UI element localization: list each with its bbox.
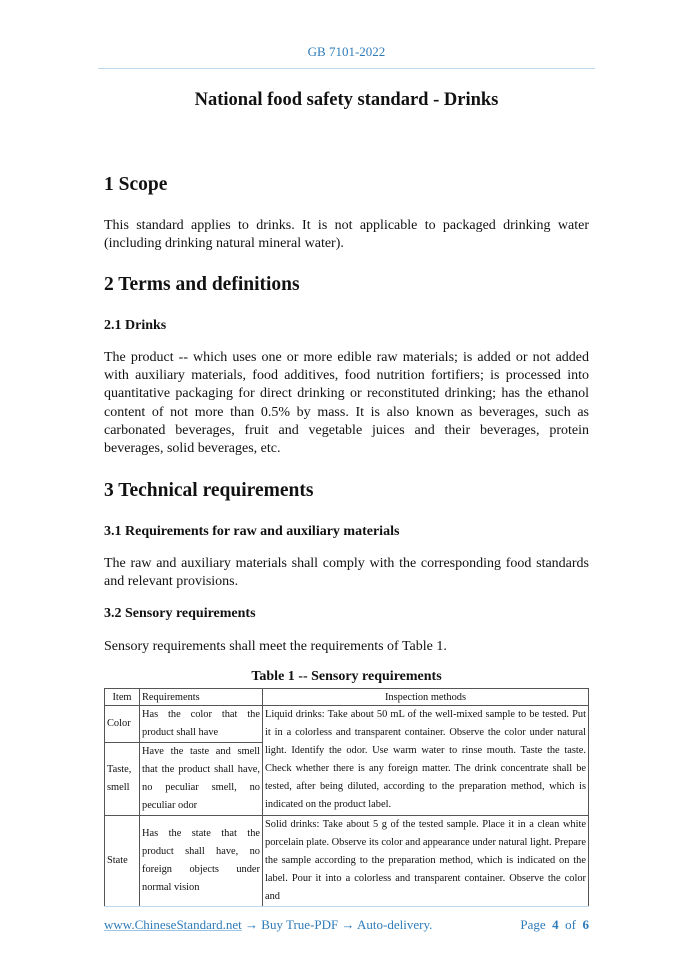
site-link[interactable]: www.ChineseStandard.net	[104, 917, 242, 932]
heading-sensory: 3.2 Sensory requirements	[104, 606, 256, 621]
table-row	[105, 706, 589, 743]
table-caption: Table 1 -- Sensory requirements	[251, 669, 442, 684]
requirement-cell: Have the taste and smell that the product shall have, no peculiar smell, no peculiar odor	[140, 743, 263, 816]
current-page: 4	[552, 917, 559, 932]
page-label: Page	[520, 917, 546, 932]
item-cell: Color	[105, 706, 140, 743]
standard-code: GB 7101-2022	[307, 44, 386, 59]
item-cell: State	[105, 816, 140, 907]
header-divider	[98, 68, 595, 69]
column-header-inspection-methods: Inspection methods	[263, 689, 589, 706]
inspection-method-cell: Solid drinks: Take about 5 g of the tested sample. Place it in a clean white porcelain plate. Observe its color and appearance under natural light. Prepare the sample according to the preparation method, which is indicated on the label. Pour it into a colorless and transparent container. Observe the color and	[263, 816, 589, 907]
buy-pdf-text: Buy True-PDF	[261, 917, 339, 932]
page-of-label: of	[565, 917, 576, 932]
arrow-right-icon: →	[338, 917, 358, 932]
document-title: National food safety standard - Drinks	[194, 90, 499, 110]
inspection-method-cell: Liquid drinks: Take about 50 mL of the well-mixed sample to be tested. Put it in a colorless and transparent container. Observe the color under natural light. Identify the odor. Use warm water to rinse mouth. Taste the taste. Check whether there is any foreign matter. The drink concentrate shall be tested, after being diluted, according to the preparation method, which is indicated on the product label.	[263, 706, 589, 816]
scope-paragraph: This standard applies to drinks. It is not applicable to packaged drinking water (including drinking natural mineral water).	[104, 218, 589, 252]
column-header-requirements: Requirements	[140, 689, 263, 706]
sensory-paragraph: Sensory requirements shall meet the requirements of Table 1.	[104, 639, 447, 654]
item-cell: Taste, smell	[105, 743, 140, 816]
footer-promo	[104, 917, 432, 933]
column-header-item: Item	[105, 689, 140, 706]
page-indicator	[520, 917, 589, 933]
table-header-row	[105, 689, 589, 706]
total-pages: 6	[582, 917, 589, 932]
heading-raw-materials: 3.1 Requirements for raw and auxiliary materials	[104, 524, 400, 539]
requirement-cell: Has the color that the product shall have	[140, 706, 263, 743]
heading-drinks: 2.1 Drinks	[104, 318, 167, 333]
heading-scope: 1 Scope	[104, 174, 168, 195]
footer-divider	[104, 906, 589, 907]
arrow-right-icon: →	[241, 917, 262, 932]
heading-terms: 2 Terms and definitions	[104, 274, 300, 295]
auto-delivery-text: Auto-delivery.	[357, 917, 433, 932]
table-row	[105, 816, 589, 907]
sensory-requirements-table	[104, 688, 589, 907]
drinks-definition-paragraph: The product -- which uses one or more edible raw materials; is added or not added with auxiliary materials, food additives, food nutrition fortifiers; is processed into quantitative packaging for direct drinking or reconstituted drinking; has the ethanol content of not more than 0.5% by mass. It is also known as beverages, such as carbonated beverages, fruit and vegetable juices and their beverages, protein beverages, solid beverages, etc.	[104, 350, 589, 457]
heading-technical-requirements: 3 Technical requirements	[104, 480, 314, 501]
raw-materials-paragraph: The raw and auxiliary materials shall comply with the corresponding food standards and relevant provisions.	[104, 556, 589, 590]
requirement-cell: Has the state that the product shall have, no foreign objects under normal vision	[140, 816, 263, 907]
